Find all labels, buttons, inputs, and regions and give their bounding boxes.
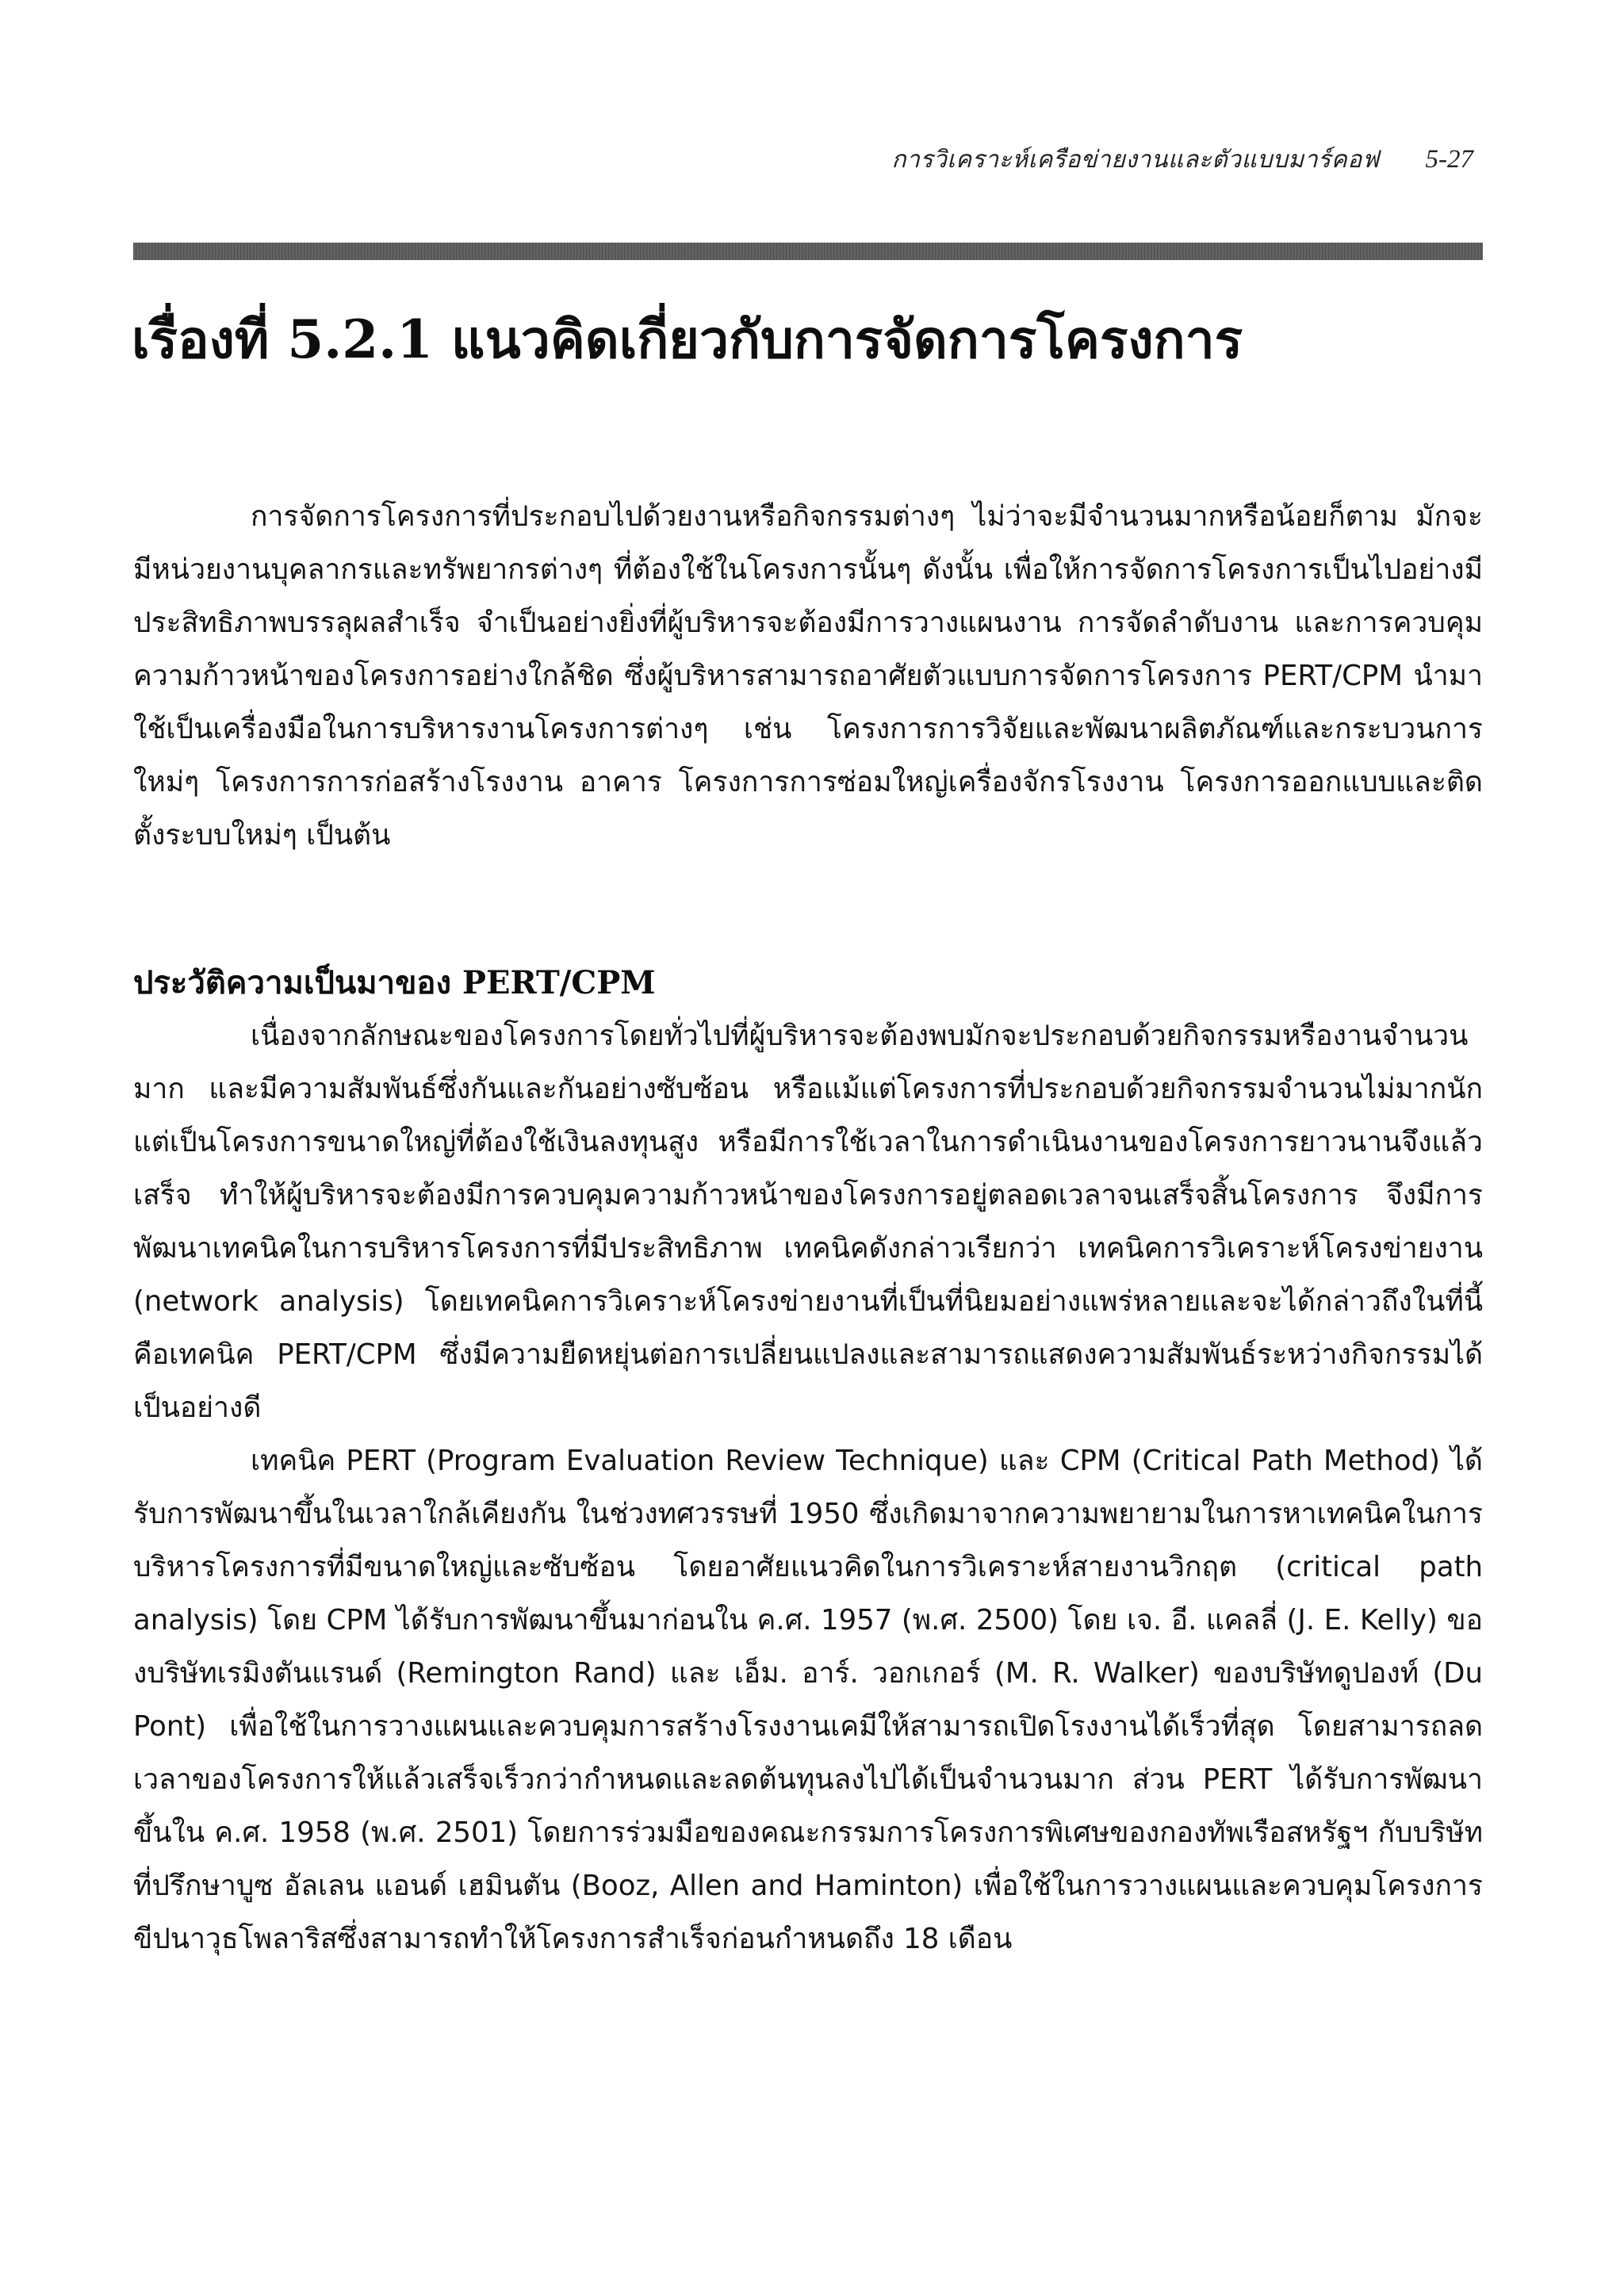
history-paragraph-2: เทคนิค PERT (Program Evaluation Review Technique) และ CPM (Critical Path Method) ได้รับการพัฒนาขึ้นในเวลาใกล้เคียงกัน ในช่วงทศวรรษที่ 1950 ซึ่งเกิดมาจากความพยายามในการหาเทคนิคในการบริหารโครงการที่มีขนาดใหญ่และซับซ้อน โดยอาศัยแนวคิดในการวิเคราะห์สายงานวิกฤต (critical path analysis) โดย CPM ได้รับการพัฒนาขึ้นมาก่อนใน ค.ศ. 1957 (พ.ศ. 2500) โดย เจ. อี. แคลลี่ (J. E. Kelly) ของบริษัทเรมิงตันแรนด์ (Remington Rand) และ เอ็ม. อาร์. วอกเกอร์ (M. R. Walker) ของบริษัทดูปองท์ (Du Pont) เพื่อใช้ในการวางแผนและควบคุมการสร้างโรงงานเคมีให้สามารถเปิดโรงงานได้เร็วที่สุด โดยสามารถลดเวลาของโครงการให้แล้วเสร็จเร็วกว่ากำหนดและลดต้นทุนลงไปได้เป็นจำนวนมาก ส่วน PERT ได้รับการพัฒนาขึ้นใน ค.ศ. 1958 (พ.ศ. 2501) โดยการร่วมมือของคณะกรรมการโครงการพิเศษของกองทัพเรือสหรัฐฯ กับบริษัทที่ปรึกษาบูซ อัลเลน แอนด์ เฮมินตัน (Booz, Allen and Haminton) เพื่อใช้ในการวางแผนและควบคุมโครงการขีปนาวุธโพลาริสซึ่งสามารถทำให้โครงการสำเร็จก่อนกำหนดถึง 18 เดือน [133,1445,1483,1955]
page-number: 5-27 [1425,145,1473,174]
intro-paragraph: การจัดการโครงการที่ประกอบไปด้วยงานหรือกิจกรรมต่างๆ ไม่ว่าจะมีจำนวนมากหรือน้อยก็ตาม มักจะมีหน่วยงานบุคลากรและทรัพยากรต่างๆ ที่ต้องใช้ในโครงการนั้นๆ ดังนั้น เพื่อให้การจัดการโครงการเป็นไปอย่างมีประสิทธิภาพบรรลุผลสำเร็จ จำเป็นอย่างยิ่งที่ผู้บริหารจะต้องมีการวางแผนงาน การจัดลำดับงาน และการควบคุมความก้าวหน้าของโครงการอย่างใกล้ชิด ซึ่งผู้บริหารสามารถอาศัยตัวแบบการจัดการโครงการ PERT/CPM นำมาใช้เป็นเครื่องมือในการบริหารงานโครงการต่างๆ เช่น โครงการการวิจัยและพัฒนาผลิตภัณฑ์และกระบวนการใหม่ๆ โครงการการก่อสร้างโรงงาน อาคาร โครงการการซ่อมใหญ่เครื่องจักรโรงงาน โครงการออกแบบและติดตั้งระบบใหม่ๆ เป็นต้น [133,500,1483,852]
history-block [133,956,1483,1966]
intro-block [133,490,1483,862]
running-title: การวิเคราะห์เครือข่ายงานและตัวแบบมาร์คอฟ [891,146,1380,174]
history-paragraph-1: เนื่องจากลักษณะของโครงการโดยทั่วไปที่ผู้บริหารจะต้องพบมักจะประกอบด้วยกิจกรรมหรืองานจำนวนมาก และมีความสัมพันธ์ซึ่งกันและกันอย่างซับซ้อน หรือแม้แต่โครงการที่ประกอบด้วยกิจกรรมจำนวนไม่มากนักแต่เป็นโครงการขนาดใหญ่ที่ต้องใช้เงินลงทุนสูง หรือมีการใช้เวลาในการดำเนินงานของโครงการยาวนานจึงแล้วเสร็จ ทำให้ผู้บริหารจะต้องมีการควบคุมความก้าวหน้าของโครงการอยู่ตลอดเวลาจนเสร็จสิ้นโครงการ จึงมีการพัฒนาเทคนิคในการบริหารโครงการที่มีประสิทธิภาพ เทคนิคดังกล่าวเรียกว่า เทคนิคการวิเคราะห์โครงข่ายงาน (network analysis) โดยเทคนิคการวิเคราะห์โครงข่ายงานที่เป็นที่นิยมอย่างแพร่หลายและจะได้กล่าวถึงในที่นี้คือเทคนิค PERT/CPM ซึ่งมีความยืดหยุ่นต่อการเปลี่ยนแปลงและสามารถแสดงความสัมพันธ์ระหว่างกิจกรรมได้เป็นอย่างดี [133,1020,1483,1424]
history-subheading: ประวัติความเป็นมาของ PERT/CPM [133,964,656,1001]
section-heading: เรื่องที่ 5.2.1 แนวคิดเกี่ยวกับการจัดการโครงการ [132,308,1243,370]
running-header [891,141,1473,178]
header-rule [133,243,1483,260]
